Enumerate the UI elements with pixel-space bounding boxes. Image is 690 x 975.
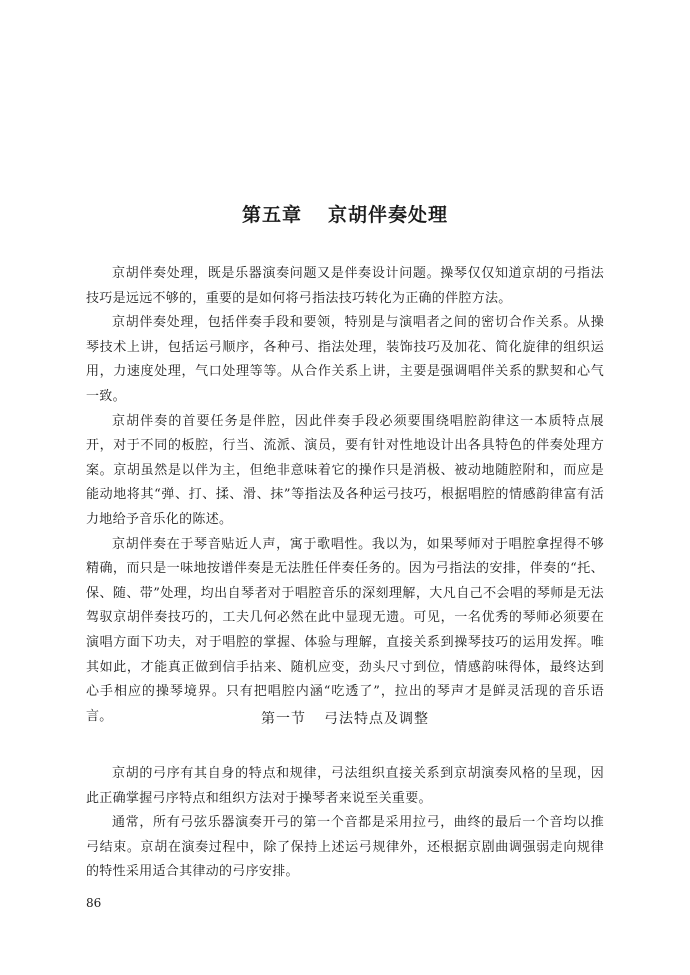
paragraph: 京胡伴奏处理，包括伴奏手段和要领，特别是与演唱者之间的密切合作关系。从操琴技术上讲，包括运弓顺序，各种弓、指法处理，装饰技巧及加花、简化旋律的组织运用，力速度处理，气口处理等等。从合作关系上讲，主要是强调唱伴关系的默契和心气一致。 — [86, 315, 604, 404]
body-text-block-1 — [86, 262, 604, 729]
chapter-number: 第五章 — [241, 204, 302, 226]
chapter-name: 京胡伴奏处理 — [328, 204, 449, 226]
paragraph: 京胡伴奏处理，既是乐器演奏问题又是伴奏设计问题。操琴仅仅知道京胡的弓指法技巧是远远不够的，重要的是如何将弓指法技巧转化为正确的伴腔方法。 — [86, 266, 604, 306]
paragraph: 京胡伴奏的首要任务是伴腔，因此伴奏手段必须要围绕唱腔韵律这一本质特点展开，对于不同的板腔，行当、流派、演员，要有针对性地设计出各具特色的伴奏处理方案。京胡虽然是以伴为主，但绝非意味着它的操作只是消极、被动地随腔附和，而应是能动地将其“弹、打、揉、滑、抹”等指法及各种运弓技巧，根据唱腔的情感韵律富有活力地给予音乐化的陈述。 — [86, 413, 604, 527]
paragraph: 通常，所有弓弦乐器演奏开弓的第一个音都是采用拉弓，曲终的最后一个音均以推弓结束。京胡在演奏过程中，除了保持上述运弓规律外，还根据京剧曲调强弱走向规律的特性采用适合其律动的弓序安排。 — [86, 815, 604, 880]
section-title — [0, 708, 690, 728]
body-text-block-2 — [86, 762, 604, 885]
paragraph: 京胡的弓序有其自身的特点和规律，弓法组织直接关系到京胡演奏风格的呈现，因此正确掌握弓序特点和组织方法对于操琴者来说至关重要。 — [86, 766, 604, 806]
page-number: 86 — [86, 896, 102, 910]
section-number: 第一节 — [261, 711, 306, 727]
chapter-title — [0, 200, 690, 227]
section-name: 弓法特点及调整 — [324, 711, 429, 727]
paragraph: 京胡伴奏在于琴音贴近人声，寓于歌唱性。我以为，如果琴师对于唱腔拿捏得不够精确，而只是一味地按谱伴奏是无法胜任伴奏任务的。因为弓指法的安排，伴奏的“托、保、随、带”处理，均出自琴者对于唱腔音乐的深刻理解，大凡自己不会唱的琴师是无法驾驭京胡伴奏技巧的，工夫几何必然在此中显现无遗。可见，一名优秀的琴师必须要在演唱方面下功夫，对于唱腔的掌握、体验与理解，直接关系到操琴技巧的运用发挥。唯其如此，才能真正做到信手拈来、随机应变，劲头尺寸到位，情感韵味得体，最终达到心手相应的操琴境界。只有把唱腔内涵“吃透了”，拉出的琴声才是鲜灵活现的音乐语言。 — [86, 536, 604, 724]
